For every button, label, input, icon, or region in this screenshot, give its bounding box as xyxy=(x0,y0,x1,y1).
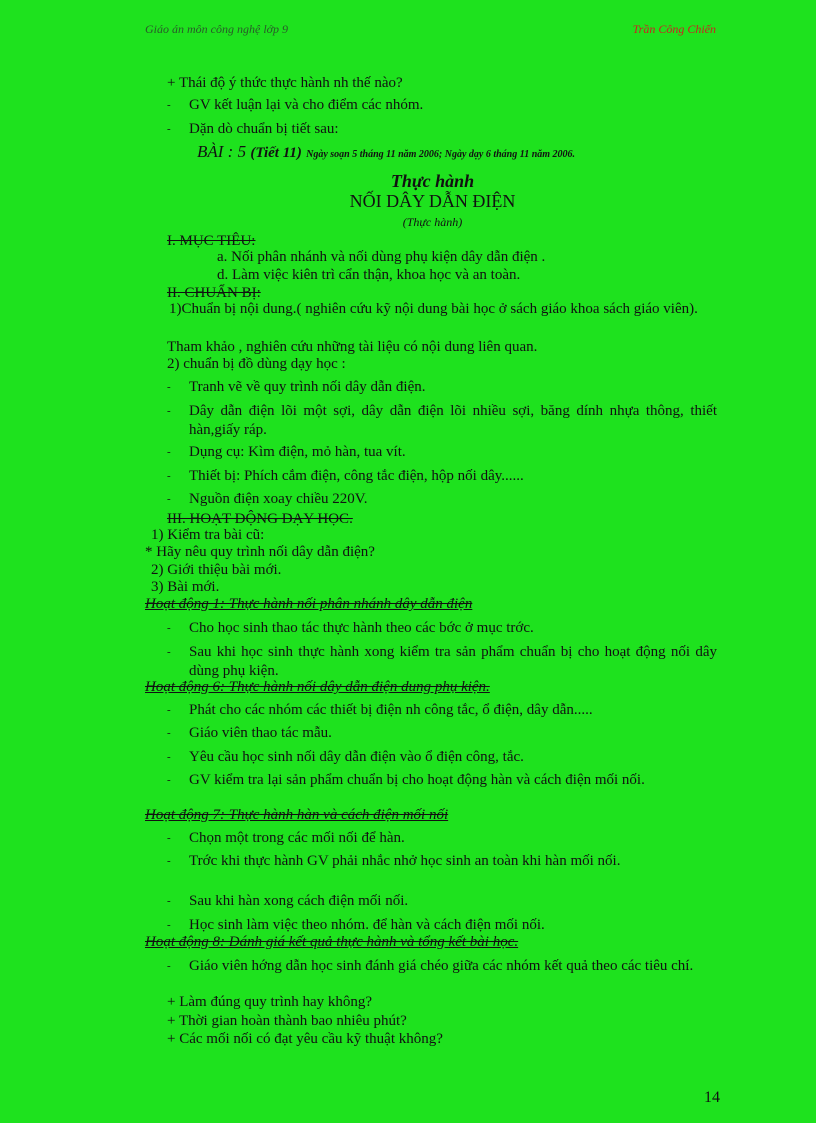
text-line: 3) Bài mới. xyxy=(151,579,220,595)
bullet: - xyxy=(167,751,171,763)
list-item xyxy=(167,701,593,720)
list-item xyxy=(167,443,406,462)
list-item xyxy=(167,748,524,767)
list-item xyxy=(167,771,717,790)
bullet: - xyxy=(167,123,171,135)
bullet: - xyxy=(167,774,171,786)
list-item-text: Tranh vẽ về quy trình nối dây dẫn điện. xyxy=(189,379,426,395)
text-line: d. Làm việc kiên trì cẩn thận, khoa học và an toàn. xyxy=(217,267,521,283)
bullet: - xyxy=(167,446,171,458)
bullet: - xyxy=(167,470,171,482)
practice-label: Thực hành xyxy=(390,171,475,191)
text-line: + Thái độ ý thức thực hành nh thế nào? xyxy=(167,75,403,91)
bullet: - xyxy=(167,895,171,907)
list-item-text: Sau khi học sinh thực hành xong kiểm tra sản phẩm chuẩn bị cho hoạt động nối dây dùng phụ kiện. xyxy=(189,644,717,679)
section-heading: II. CHUẨN BỊ: xyxy=(167,285,261,301)
list-item xyxy=(167,643,717,681)
bullet: - xyxy=(167,646,171,658)
bullet: - xyxy=(167,960,171,972)
bullet: - xyxy=(167,99,171,111)
lesson-period: (Tiết 11) xyxy=(250,145,302,161)
list-item-text: Trớc khi thực hành GV phải nhắc nhở học sinh an toàn khi hàn mối nối. xyxy=(189,853,621,869)
text-line: + Thời gian hoàn thành bao nhiêu phút? xyxy=(167,1013,407,1029)
list-item xyxy=(167,829,405,848)
bullet: - xyxy=(167,855,171,867)
lesson-subtitle: (Thực hành) xyxy=(402,215,463,229)
list-item-text: Yêu cầu học sinh nối dây dẫn điện vào ổ điện công, tắc. xyxy=(189,749,524,765)
text-line: 2) Giới thiệu bài mới. xyxy=(151,562,282,578)
bullet: - xyxy=(167,727,171,739)
bullet: - xyxy=(167,493,171,505)
list-item xyxy=(167,96,423,115)
section-heading: III. HOẠT ĐỘNG DẠY HỌC. xyxy=(167,511,353,527)
activity-heading: Hoạt động 6: Thực hành nối dây dẫn điện dung phụ kiện. xyxy=(145,679,490,695)
text-line: 2) chuẩn bị đồ dùng dạy học : xyxy=(167,356,346,372)
list-item-text: Cho học sinh thao tác thực hành theo các bớc ở mục trớc. xyxy=(189,620,534,636)
list-item xyxy=(167,120,339,139)
text-line: a. Nối phân nhánh và nối dùng phụ kiện dây dẫn điện . xyxy=(217,249,546,265)
header-left: Giáo án môn công nghệ lớp 9 xyxy=(145,22,289,36)
section-heading: I. MỤC TIÊU: xyxy=(167,233,256,249)
list-item-text: Thiết bị: Phích cắm điện, công tắc điện, hộp nối dây...... xyxy=(189,468,524,484)
list-item-text: GV kiểm tra lại sản phẩm chuẩn bị cho hoạt động hàn và cách điện mối nối. xyxy=(189,772,645,788)
activity-heading: Hoạt động 1: Thực hành nối phân nhánh dây dẫn điện xyxy=(145,596,473,612)
bullet: - xyxy=(167,704,171,716)
list-item-text: Giáo viên thao tác mẫu. xyxy=(189,725,332,741)
list-item xyxy=(167,724,332,743)
list-item xyxy=(167,402,720,440)
list-item-text: GV kết luận lại và cho điểm các nhóm. xyxy=(189,97,424,113)
list-item-text: Nguồn điện xoay chiều 220V. xyxy=(189,491,368,507)
bullet: - xyxy=(167,832,171,844)
list-item-text: Dặn dò chuẩn bị tiết sau: xyxy=(189,121,339,137)
list-item xyxy=(167,467,524,486)
header-right: Trần Công Chiến xyxy=(632,22,716,36)
list-item-text: Dụng cụ: Kìm điện, mỏ hàn, tua vít. xyxy=(189,444,406,460)
bullet: - xyxy=(167,405,171,417)
list-item xyxy=(167,490,367,509)
list-item-text: Học sinh làm việc theo nhóm. để hàn và cách điện mối nối. xyxy=(189,917,545,933)
list-item xyxy=(167,619,534,638)
text-line: Tham khảo , nghiên cứu những tài liệu có nội dung liên quan. xyxy=(167,339,538,355)
list-item-text: Dây dẫn điện lõi một sợi, dây dẫn điện lõi nhiều sợi, băng dính nhựa thông, thiết hàn,giấy ráp. xyxy=(189,403,717,438)
list-item xyxy=(167,892,408,911)
text-line: 1) Kiểm tra bài cũ: xyxy=(151,527,265,543)
activity-heading: Hoạt động 7: Thực hành hàn và cách điện mối nối xyxy=(145,807,449,823)
list-item xyxy=(167,957,717,976)
list-item-text: Phát cho các nhóm các thiết bị điện nh công tắc, ổ điện, dây dẫn..... xyxy=(189,702,593,718)
list-item-text: Giáo viên hớng dẫn học sinh đánh giá chéo giữa các nhóm kết quả theo các tiêu chí. xyxy=(189,958,694,974)
bullet: - xyxy=(167,622,171,634)
paragraph: 1)Chuẩn bị nội dung.( nghiên cứu kỹ nội dung bài học ở sách giáo khoa sách giáo viên). xyxy=(169,301,698,317)
list-item-text: Chọn một trong các mối nối để hàn. xyxy=(189,830,405,846)
bullet: - xyxy=(167,919,171,931)
lesson-line xyxy=(197,142,575,164)
activity-heading: Hoạt động 8: Đánh giá kết quả thực hành và tổng kết bài học. xyxy=(145,934,519,950)
text-line: + Làm đúng quy trình hay không? xyxy=(167,994,373,1010)
list-item xyxy=(167,852,717,871)
lesson-title: NỐI DÂY DẪN ĐIỆN xyxy=(349,191,516,211)
lesson-number: BÀI : 5 xyxy=(197,142,247,161)
bullet: - xyxy=(167,381,171,393)
lesson-dates: Ngày soạn 5 tháng 11 năm 2006; Ngày dạy 6 tháng 11 năm 2006. xyxy=(306,149,576,160)
text-line: + Các mối nối có đạt yêu cầu kỹ thuật không? xyxy=(167,1031,443,1047)
text-line: * Hãy nêu quy trình nối dây dẫn điện? xyxy=(145,544,375,560)
list-item xyxy=(167,378,426,397)
page-number: 14 xyxy=(704,1089,720,1106)
list-item-text: Sau khi hàn xong cách điện mối nối. xyxy=(189,893,409,909)
